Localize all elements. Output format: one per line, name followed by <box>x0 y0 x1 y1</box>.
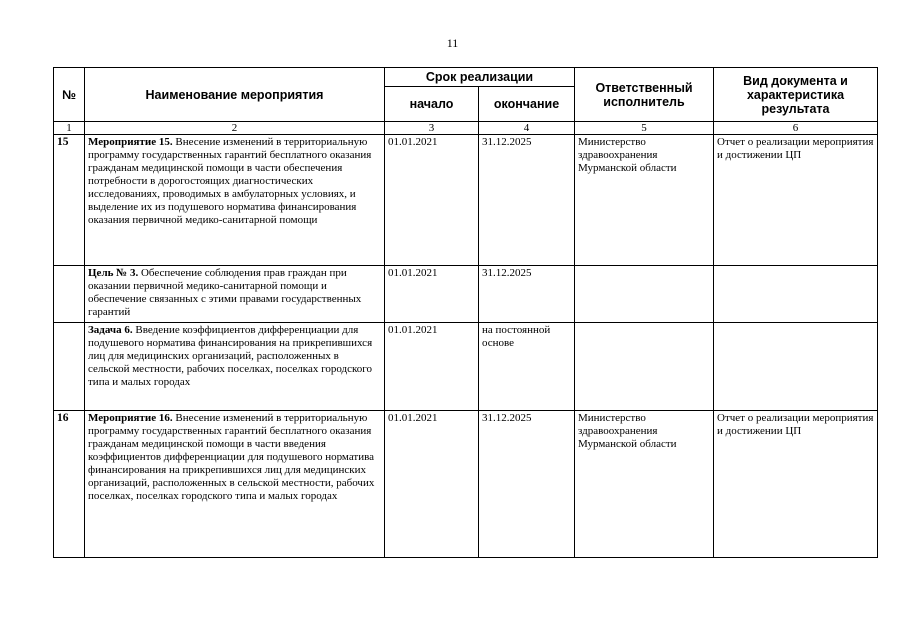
end-date: 31.12.2025 <box>479 135 575 266</box>
responsible-executor <box>575 266 714 323</box>
activity-label: Мероприятие 16. <box>88 412 173 424</box>
activity-text: Внесение изменений в территориальную программу государственных гарантий бесплатного оказания гражданам медицинской помощи в части введения коэффициентов дифференциации для подушевого норматива финансирования на прикрепившихся лиц для медицинских организаций, расположенных в сельской местности, рабочих поселках, поселках городского типа и малых городах <box>88 412 375 502</box>
column-number: 3 <box>385 122 479 135</box>
goal-label: Цель № 3. <box>88 267 139 279</box>
column-number-row <box>54 122 878 135</box>
row-number: 16 <box>54 411 85 558</box>
task-text: Введение коэффициентов дифференциации для подушевого норматива финансирования на прикрепившихся лиц для медицинских организаций, расположенных в сельской местности, рабочих поселках, поселках городского типа и малых городах <box>88 324 373 388</box>
result-document: Отчет о реализации мероприятия и достижении ЦП <box>714 411 878 558</box>
column-number: 1 <box>54 122 85 135</box>
header-start: начало <box>385 87 479 122</box>
result-document <box>714 323 878 411</box>
responsible-executor: Министерство здравоохранения Мурманской области <box>575 411 714 558</box>
activity-description <box>85 323 385 411</box>
column-number: 4 <box>479 122 575 135</box>
page-number: 11 <box>446 36 459 50</box>
activities-table <box>53 67 878 558</box>
header-number: № <box>54 68 85 122</box>
row-number: 15 <box>54 135 85 266</box>
table-row <box>54 411 878 558</box>
end-date: 31.12.2025 <box>479 411 575 558</box>
start-date: 01.01.2021 <box>385 323 479 411</box>
header-responsible: Ответственный исполнитель <box>575 68 714 122</box>
result-document <box>714 266 878 323</box>
column-number: 6 <box>714 122 878 135</box>
end-date: 31.12.2025 <box>479 266 575 323</box>
activity-description <box>85 135 385 266</box>
activity-description <box>85 266 385 323</box>
end-date: на постоянной основе <box>479 323 575 411</box>
start-date: 01.01.2021 <box>385 411 479 558</box>
table-row <box>54 323 878 411</box>
responsible-executor <box>575 323 714 411</box>
activity-description <box>85 411 385 558</box>
header-activity-name: Наименование мероприятия <box>85 68 385 122</box>
table-row <box>54 266 878 323</box>
table-header-row <box>54 68 878 87</box>
start-date: 01.01.2021 <box>385 135 479 266</box>
row-number <box>54 266 85 323</box>
table-row <box>54 135 878 266</box>
column-number: 2 <box>85 122 385 135</box>
activity-label: Мероприятие 15. <box>88 136 173 148</box>
header-end: окончание <box>479 87 575 122</box>
header-document-type: Вид документа и характеристика результата <box>714 68 878 122</box>
responsible-executor: Министерство здравоохранения Мурманской области <box>575 135 714 266</box>
start-date: 01.01.2021 <box>385 266 479 323</box>
column-number: 5 <box>575 122 714 135</box>
activity-text: Внесение изменений в территориальную программу государственных гарантий бесплатного оказания гражданам медицинской помощи в части обеспечения потребности в дорогостоящих диагностических исследованиях, проводимых в амбулаторных условиях, и выделение их из подушевого норматива финансирования оказания первичной медико-санитарной помощи <box>88 136 372 226</box>
goal-text: Обеспечение соблюдения прав граждан при оказании первичной медико-санитарной помощи и обеспечение связанных с этими правами государственных гарантий <box>88 267 362 318</box>
header-period: Срок реализации <box>385 68 575 87</box>
task-label: Задача 6. <box>88 324 133 336</box>
row-number <box>54 323 85 411</box>
result-document: Отчет о реализации мероприятия и достижении ЦП <box>714 135 878 266</box>
